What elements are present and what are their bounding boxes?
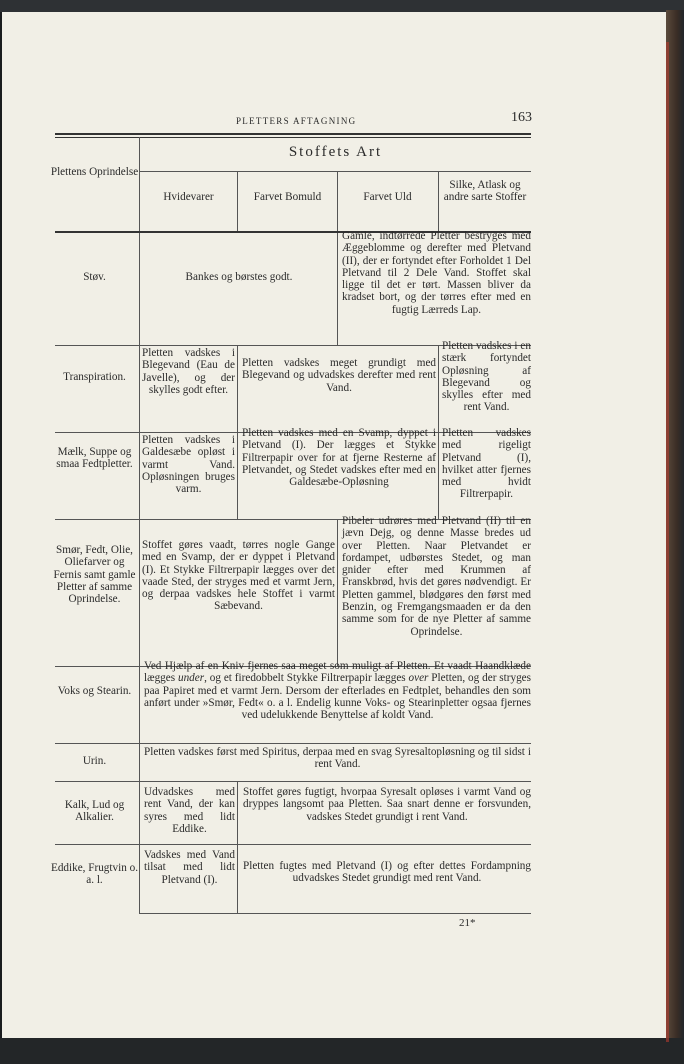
table-top-rule-thin	[55, 137, 531, 138]
cell-stov-hvid-bomuld: Bankes og børstes godt.	[185, 271, 293, 283]
row-vline	[237, 781, 238, 844]
row-origin-transpiration: Transpiration.	[63, 371, 126, 383]
row-origin-smor: Smør, Fedt, Olie, Oliefarver og Fernis samt gamle Pletter af samme Oprindelse.	[53, 544, 136, 606]
row-divider	[55, 743, 531, 744]
header-origin: Plettens Oprindelse	[50, 166, 139, 178]
cell-urin-all: Pletten vadskes først med Spiritus, derpaa med en svag Syresaltopløsning og til sidst i rent Vand.	[144, 746, 531, 771]
header-col-farvet-uld: Farvet Uld	[363, 191, 412, 203]
row-origin-voks: Voks og Stearin.	[57, 685, 132, 697]
cell-transpiration-silke: Pletten vadskes i en stærk fortyndet Opløsning af Blegevand og skylles efter med rent Vand.	[442, 340, 531, 414]
page-number: 163	[511, 110, 532, 125]
row-vline	[337, 233, 338, 345]
table-top-rule	[55, 133, 531, 135]
cell-eddike-hvid: Vadskes med Vand tilsat med lidt Pletvand (I).	[144, 849, 235, 886]
header-divider	[140, 171, 531, 172]
scan-top-edge	[0, 0, 684, 12]
voks-em-under: under	[177, 672, 205, 685]
cell-kalk-rest: Stoffet gøres fugtigt, hvorpaa Syresalt opløses i varmt Vand og dryppes langsomt paa Pletten. Saa snart denne er forsvunden, vadskes Stedet grundigt i rent Vand.	[243, 786, 531, 823]
header-stoffets-art: Stoffets Art	[288, 144, 383, 160]
row-origin-eddike: Eddike, Frugtvin o. a. l.	[50, 862, 138, 887]
cell-transpiration-hvid: Pletten vadskes i Blegevand (Eau de Javelle), og der skylles godt efter.	[142, 347, 235, 396]
voks-text-a: Ved Hjælp af en Kniv fjernes saa meget som muligt af Pletten. Et vaadt Haandklæde lægges	[144, 660, 531, 685]
voks-text-b: , og et firedobbelt Stykke Filtrerpapir lægges	[204, 672, 409, 685]
cell-maelk-bomuld-uld: Pletten vadskes med en Svamp, dyppet i Pletvand (I). Der lægges et Stykke Filtrerpapir over for at fjerne Resterne af Pletvandet, og Stedet vadskes efter med en Galdesæbe-Opløsning	[242, 427, 436, 489]
voks-text-c: Pletten, og der stryges paa Papiret med et varmt Jern. Dersom der efterlades en Fedtplet, behandles den som anført under »Smør, Fedt« o. a l. Endelig kunne Voks- og Stearinpletter ogsaa fjernes ved udelukkende Benyttelse af koldt Vand.	[144, 672, 531, 722]
row-vline	[237, 345, 238, 432]
cell-maelk-hvid: Pletten vadskes i Galdesæbe opløst i varmt Vand. Opløsningen bruges varm.	[142, 434, 235, 496]
signature-mark: 21*	[459, 917, 476, 929]
cell-kalk-hvid: Udvadskes med rent Vand, der kan syres med lidt Eddike.	[144, 786, 235, 835]
row-divider	[55, 844, 531, 845]
book-page	[2, 12, 666, 1038]
cell-voks-all	[144, 660, 531, 721]
row-vline	[438, 345, 439, 432]
table-bottom-rule	[139, 913, 531, 914]
row-vline	[337, 519, 338, 666]
cell-stov-uld-silke: Gamle, indtørrede Pletter bestryges med Æggeblomme og derefter med Pletvand (II), der er fortyndet efter Forholdet 1 Del Pletvand til 2 Dele Vand. Stoffet skal ligge til det er tørt. Massen bliver da kradset bort, og der tørres efter med en fugtig Lærreds Lap.	[342, 230, 531, 316]
cell-maelk-silke: Pletten vadskes med rigeligt Pletvand (I), hvilket atter fjernes med hvidt Filtrerpapir.	[442, 427, 531, 501]
running-head: PLETTERS AFTAGNING	[236, 116, 357, 126]
row-divider	[55, 781, 531, 782]
row-origin-maelk: Mælk, Suppe og smaa Fedtpletter.	[56, 446, 133, 471]
header-col-silke: Silke, Atlask og andre sarte Stoffer	[443, 179, 527, 204]
scan-bottom-edge	[0, 1038, 684, 1064]
row-vline	[237, 432, 238, 519]
row-origin-kalk: Kalk, Lud og Alkalier.	[64, 799, 125, 824]
header-vline	[237, 171, 238, 231]
cell-transpiration-bomuld-uld: Pletten vadskes meget grundigt med Blegevand og udvadskes derefter med rent Vand.	[242, 357, 436, 394]
cell-smor-hvid-bomuld: Stoffet gøres vaadt, tørres nogle Gange med en Svamp, der er dyppet i Pletvand (I). Et Stykke Filtrerpapir lægges over det vaade Sted, der stryges med et varmt Jern, og derpaa vadskes hele Stoffet i varmt Sæbevand.	[142, 539, 335, 613]
voks-em-over: over	[408, 672, 429, 685]
column-divider-origin	[139, 137, 140, 913]
header-col-hvidevarer: Hvidevarer	[163, 191, 214, 203]
row-vline	[438, 432, 439, 519]
row-origin-stov: Støv.	[83, 271, 106, 283]
cell-smor-uld-silke: Pibeler udrøres med Pletvand (II) til en jævn Dejg, og denne Masse bredes ud over Pletten. Naar Pletvandet er fordampet, udbørstes Stedet, og man gnider efter med Krummen af Franskbrød, hvis det gøres nødvendigt. Er Pletten gammel, blødgøres den først med Benzin, og Fremgangsmaaden er da den samme som for de nye Pletter af samme Oprindelse.	[342, 515, 531, 638]
page-edge-mark	[666, 42, 669, 1042]
row-vline	[237, 844, 238, 913]
header-vline	[337, 171, 338, 231]
header-col-farvet-bomuld: Farvet Bomuld	[253, 191, 322, 203]
row-origin-urin: Urin.	[82, 755, 107, 767]
header-vline	[438, 171, 439, 231]
cell-eddike-rest: Pletten fugtes med Pletvand (I) og efter dettes Fordampning udvadskes Stedet grundigt med rent Vand.	[243, 860, 531, 885]
